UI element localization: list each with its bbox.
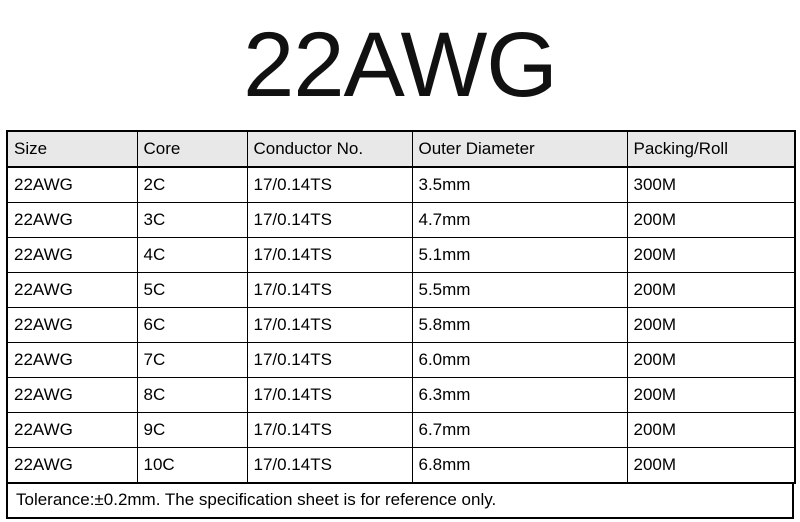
cell-core: 9C [137, 413, 247, 448]
cell-core: 10C [137, 448, 247, 484]
table-row [7, 273, 795, 308]
column-header-packing-roll: Packing/Roll [627, 131, 795, 167]
column-header-size: Size [7, 131, 137, 167]
table-header-row [7, 131, 795, 167]
cell-conductor-no: 17/0.14TS [247, 203, 412, 238]
cell-outer-diameter: 5.5mm [412, 273, 627, 308]
cell-core: 6C [137, 308, 247, 343]
table-row [7, 203, 795, 238]
cell-conductor-no: 17/0.14TS [247, 343, 412, 378]
cell-size: 22AWG [7, 167, 137, 203]
table-row [7, 308, 795, 343]
cell-size: 22AWG [7, 238, 137, 273]
cell-packing-roll: 200M [627, 203, 795, 238]
column-header-outer-diameter: Outer Diameter [412, 131, 627, 167]
table-row [7, 167, 795, 203]
specification-table [6, 130, 796, 484]
column-header-core: Core [137, 131, 247, 167]
table-row [7, 378, 795, 413]
cell-packing-roll: 200M [627, 378, 795, 413]
title-area [0, 0, 800, 130]
cell-outer-diameter: 5.1mm [412, 238, 627, 273]
cell-outer-diameter: 3.5mm [412, 167, 627, 203]
cell-conductor-no: 17/0.14TS [247, 448, 412, 484]
cell-conductor-no: 17/0.14TS [247, 378, 412, 413]
table-body [7, 167, 795, 483]
cell-packing-roll: 200M [627, 238, 795, 273]
cell-packing-roll: 200M [627, 308, 795, 343]
cell-packing-roll: 200M [627, 273, 795, 308]
tolerance-note: Tolerance:±0.2mm. The specification sheet is for reference only. [8, 484, 792, 517]
cell-size: 22AWG [7, 343, 137, 378]
cell-core: 8C [137, 378, 247, 413]
cell-core: 3C [137, 203, 247, 238]
cell-outer-diameter: 6.0mm [412, 343, 627, 378]
cell-conductor-no: 17/0.14TS [247, 413, 412, 448]
cell-size: 22AWG [7, 413, 137, 448]
table-row [7, 343, 795, 378]
cell-outer-diameter: 6.8mm [412, 448, 627, 484]
cell-core: 4C [137, 238, 247, 273]
table-row [7, 448, 795, 484]
cell-packing-roll: 200M [627, 448, 795, 484]
cell-packing-roll: 300M [627, 167, 795, 203]
table-header [7, 131, 795, 167]
cell-outer-diameter: 6.7mm [412, 413, 627, 448]
cell-core: 7C [137, 343, 247, 378]
cell-size: 22AWG [7, 273, 137, 308]
cell-conductor-no: 17/0.14TS [247, 273, 412, 308]
footnote-container [6, 484, 794, 519]
table-row [7, 238, 795, 273]
cell-packing-roll: 200M [627, 343, 795, 378]
column-header-conductor-no: Conductor No. [247, 131, 412, 167]
cell-conductor-no: 17/0.14TS [247, 238, 412, 273]
cell-packing-roll: 200M [627, 413, 795, 448]
cell-size: 22AWG [7, 203, 137, 238]
cell-conductor-no: 17/0.14TS [247, 308, 412, 343]
cell-outer-diameter: 4.7mm [412, 203, 627, 238]
cell-core: 2C [137, 167, 247, 203]
cell-size: 22AWG [7, 308, 137, 343]
cell-core: 5C [137, 273, 247, 308]
cell-conductor-no: 17/0.14TS [247, 167, 412, 203]
cell-size: 22AWG [7, 378, 137, 413]
cell-outer-diameter: 6.3mm [412, 378, 627, 413]
table-row [7, 413, 795, 448]
page-title: 22AWG [243, 14, 557, 116]
cell-size: 22AWG [7, 448, 137, 484]
cell-outer-diameter: 5.8mm [412, 308, 627, 343]
